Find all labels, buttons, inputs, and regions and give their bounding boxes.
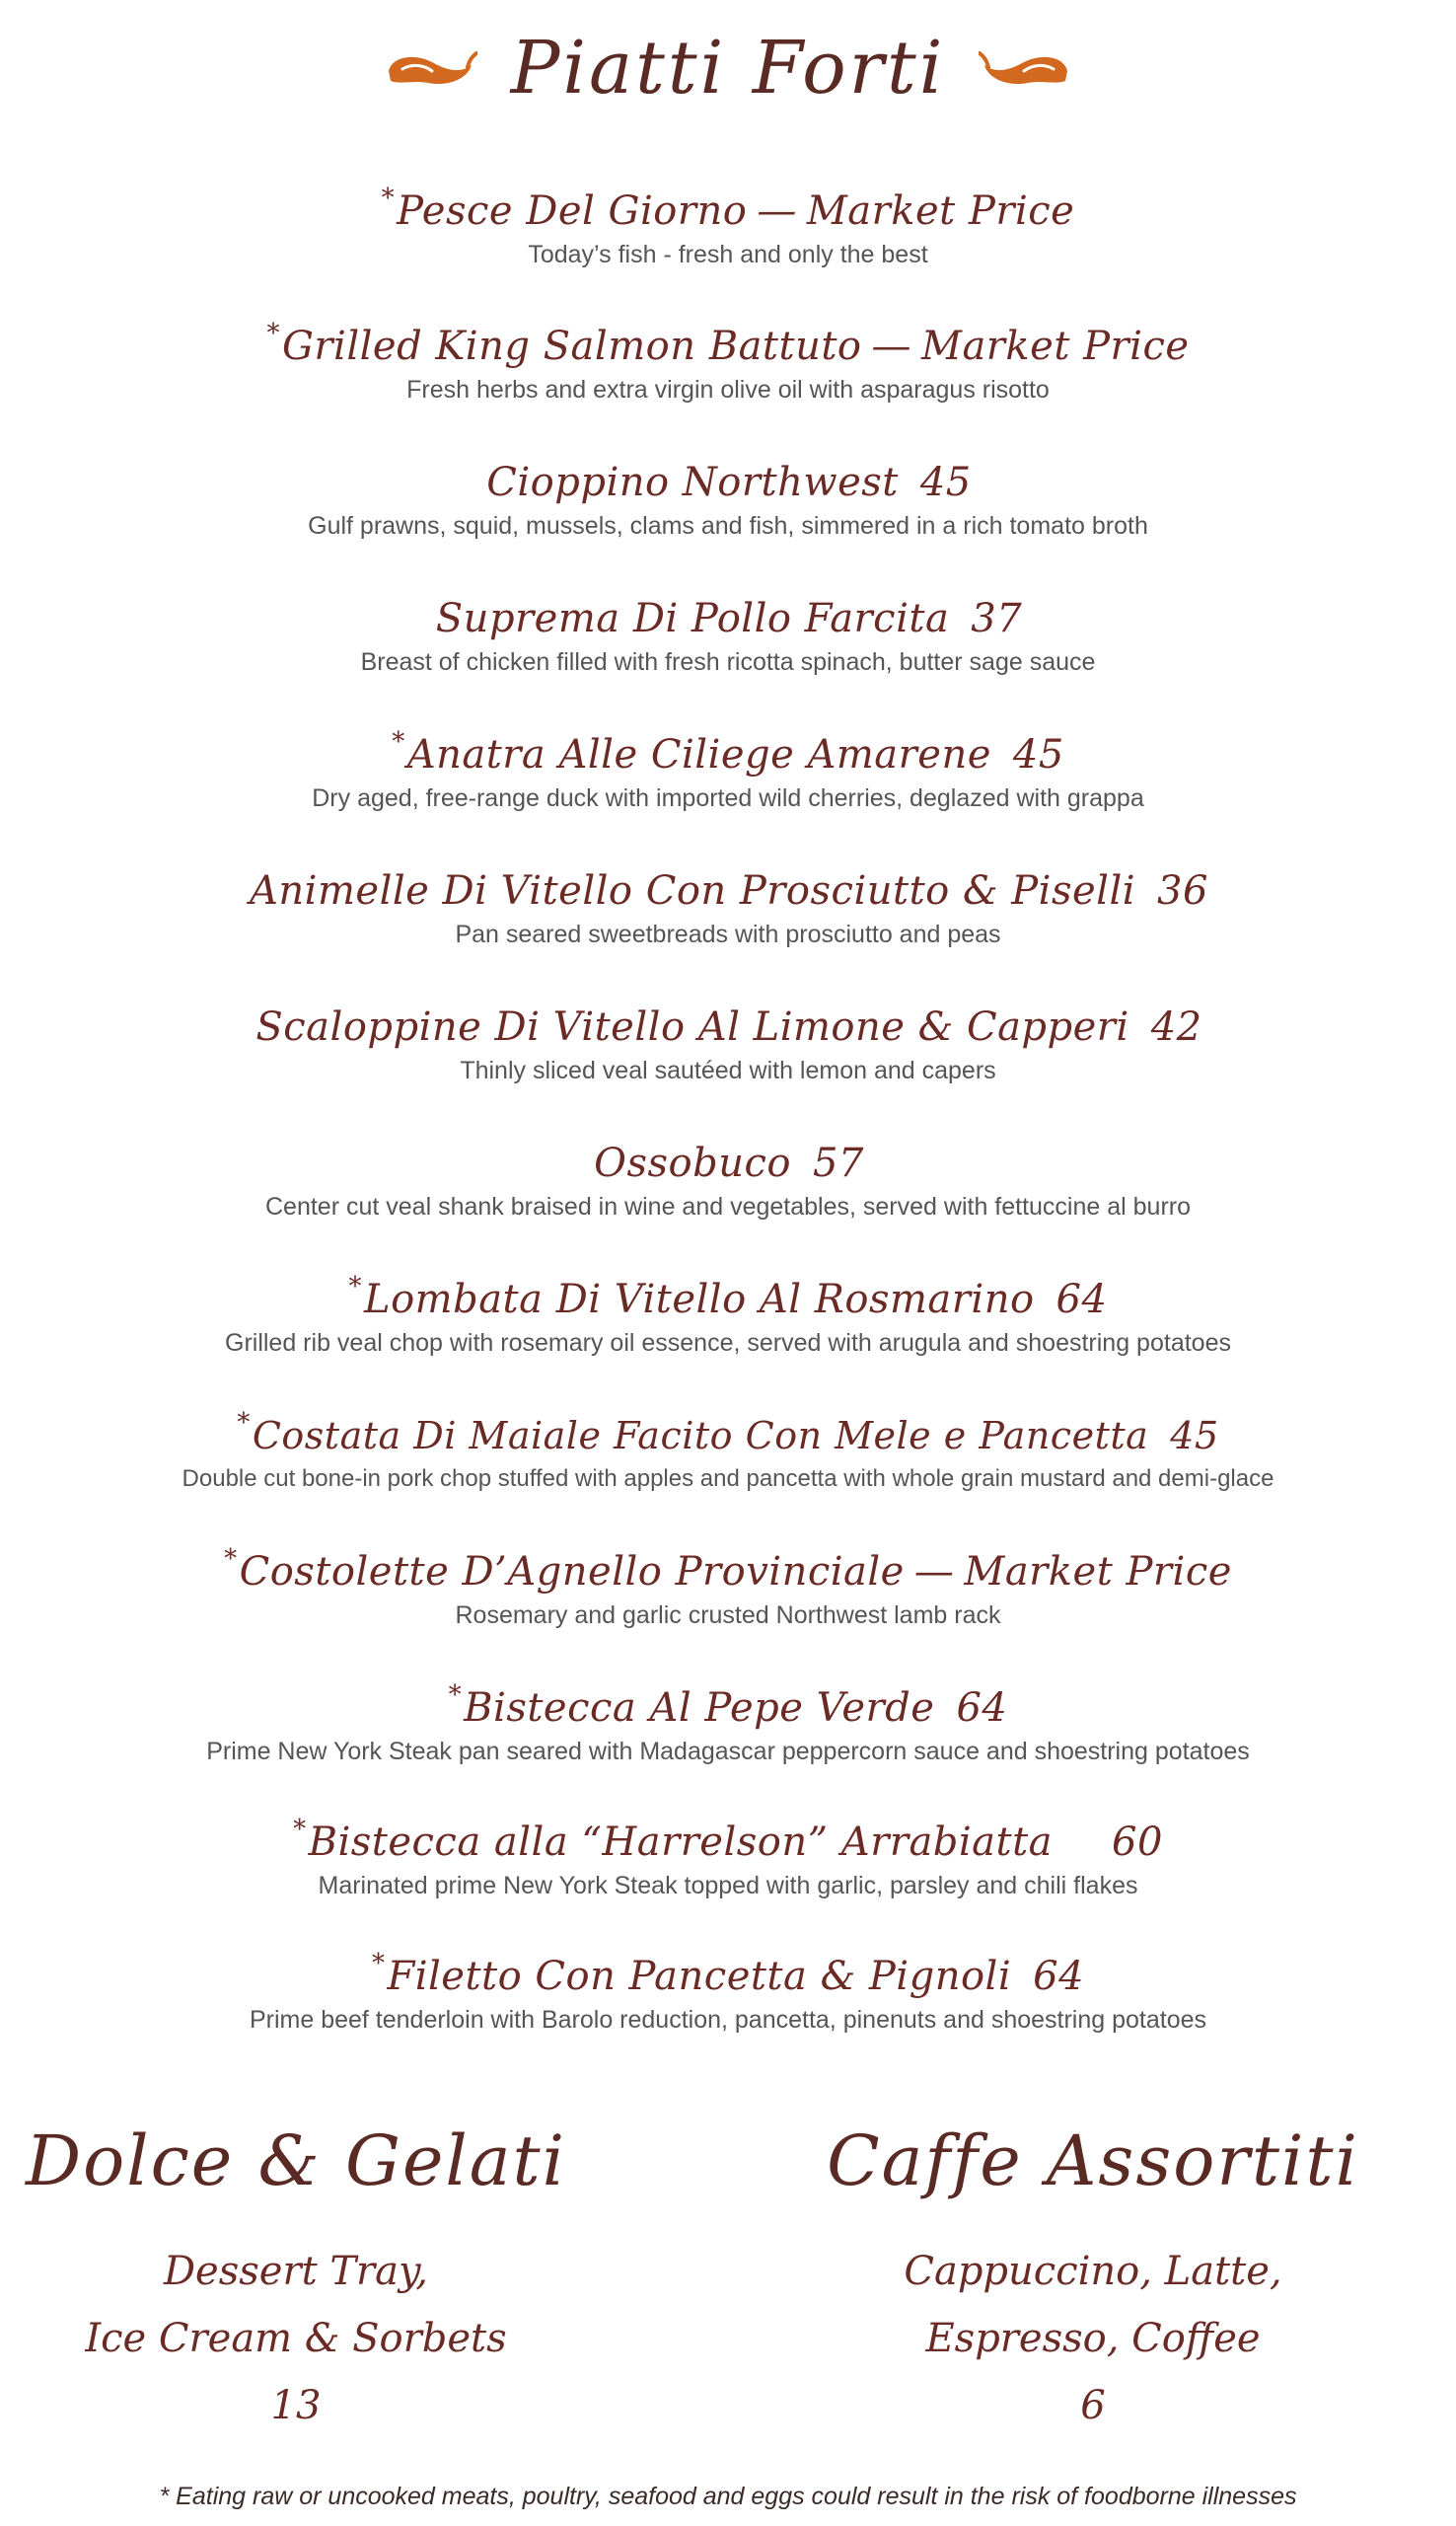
chili-pepper-icon	[383, 43, 477, 93]
menu-item	[0, 989, 1456, 1086]
item-description: Breast of chicken filled with fresh ricotta spinach, butter sage sauce	[360, 648, 1096, 676]
dish-name: Animelle Di Vitello Con Prosciutto & Piselli	[250, 868, 1136, 914]
dish-name: Grilled King Salmon Battuto	[281, 324, 862, 369]
item-description: Prime beef tenderloin with Barolo reduction, pancetta, pinenuts and shoestring potatoes	[249, 2006, 1207, 2034]
raw-warning-star: *	[348, 1272, 363, 1301]
item-name	[0, 1670, 1456, 1734]
raw-warning-star: *	[392, 727, 405, 757]
item-description: Double cut bone-in pork chop stuffed with apples and pancetta with whole grain mustard and demi-glace	[182, 1465, 1274, 1492]
dish-name: Lombata Di Vitello Al Rosmarino	[364, 1277, 1035, 1322]
dish-name: Scaloppine Di Vitello Al Limone & Capperi	[255, 1004, 1129, 1050]
item-name	[0, 1804, 1456, 1868]
dessert-price: 13	[270, 2383, 322, 2428]
item-description: Marinated prime New York Steak topped with garlic, parsley and chili flakes	[318, 1872, 1138, 1899]
section-header	[0, 14, 1456, 122]
dish-price: 36	[1157, 868, 1208, 914]
item-name	[0, 444, 1456, 508]
item-description: Gulf prawns, squid, mussels, clams and fish, simmered in a rich tomato broth	[308, 512, 1148, 540]
item-name	[0, 1533, 1456, 1597]
coffee-line-1: Cappuccino, Latte,	[904, 2249, 1282, 2294]
dish-price: 42	[1150, 1004, 1202, 1050]
item-description: Today’s fish - fresh and only the best	[528, 241, 928, 268]
coffee-price: 6	[1080, 2383, 1106, 2428]
dessert-section	[0, 2112, 592, 2439]
dish-price: 64	[956, 1685, 1008, 1731]
raw-warning-star: *	[266, 319, 280, 348]
item-description: Rosemary and garlic crusted Northwest lamb rack	[455, 1601, 1001, 1629]
item-name	[0, 716, 1456, 780]
coffee-title: Caffe Assortiti	[827, 2120, 1359, 2201]
item-name	[0, 853, 1456, 917]
item-description: Prime New York Steak pan seared with Madagascar peppercorn sauce and shoestring potatoes	[206, 1738, 1250, 1765]
menu-item	[0, 1261, 1456, 1359]
menu-item	[0, 716, 1456, 814]
raw-warning-star: *	[371, 1949, 386, 1978]
item-description: Pan seared sweetbreads with prosciutto and peas	[455, 921, 1001, 948]
item-description: Thinly sliced veal sautéed with lemon and capers	[460, 1057, 996, 1084]
item-description: Fresh herbs and extra virgin olive oil with asparagus risotto	[406, 376, 1050, 404]
raw-warning-star: *	[293, 1815, 307, 1844]
item-description: Grilled rib veal chop with rosemary oil essence, served with arugula and shoestring potatoes	[225, 1329, 1231, 1357]
dish-name: Bistecca alla “Harrelson” Arrabiatta	[308, 1820, 1054, 1865]
menu-item	[0, 1397, 1456, 1495]
raw-warning-star: *	[381, 184, 396, 213]
item-description: Dry aged, free-range duck with imported wild cherries, deglazed with grappa	[312, 784, 1144, 812]
menu-item	[0, 1125, 1456, 1223]
dessert-title: Dolce & Gelati	[25, 2120, 567, 2201]
dish-name: Costolette D’Agnello Provinciale	[239, 1549, 905, 1595]
item-name	[0, 1938, 1456, 2002]
coffee-section	[797, 2112, 1389, 2439]
menu-item	[0, 1670, 1456, 1767]
raw-warning-star: *	[448, 1680, 463, 1710]
dish-price: Market Price	[921, 324, 1190, 369]
dish-name: Bistecca Al Pepe Verde	[464, 1685, 935, 1731]
dish-name: Suprema Di Pollo Farcita	[435, 596, 950, 641]
coffee-line-2: Espresso, Coffee	[925, 2316, 1261, 2361]
dish-price: Market Price	[964, 1549, 1232, 1595]
dish-name: Filetto Con Pancetta & Pignoli	[387, 1954, 1012, 1999]
dish-price: 45	[1170, 1414, 1219, 1457]
item-name	[0, 580, 1456, 644]
menu-item	[0, 444, 1456, 542]
item-name	[0, 1261, 1456, 1325]
dish-price: 45	[1012, 732, 1064, 778]
item-name	[0, 308, 1456, 372]
menu-item	[0, 1804, 1456, 1901]
price-dash: —	[913, 1549, 955, 1595]
page-title: Piatti Forti	[510, 26, 946, 111]
dish-name: Anatra Alle Ciliege Amarene	[406, 732, 991, 778]
chili-pepper-icon	[979, 43, 1073, 93]
item-name	[0, 989, 1456, 1053]
dish-price: 37	[971, 596, 1023, 641]
dish-name: Costata Di Maiale Facito Con Mele e Pancetta	[252, 1414, 1149, 1457]
menu-item	[0, 580, 1456, 678]
dessert-line-2: Ice Cream & Sorbets	[85, 2316, 507, 2361]
dish-price: 64	[1033, 1954, 1085, 1999]
dish-price: 45	[919, 460, 972, 505]
item-name	[0, 1397, 1456, 1461]
item-name	[0, 173, 1456, 237]
dish-price: 57	[812, 1141, 864, 1186]
dish-name: Ossobuco	[594, 1141, 791, 1186]
menu-item	[0, 1938, 1456, 2036]
menu-item	[0, 173, 1456, 270]
item-description: Center cut veal shank braised in wine and vegetables, served with fettuccine al burro	[264, 1193, 1192, 1221]
dish-name: Pesce Del Giorno	[397, 188, 748, 234]
raw-warning-star: *	[224, 1544, 238, 1574]
menu-item	[0, 308, 1456, 406]
menu-item	[0, 853, 1456, 950]
price-dash: —	[757, 188, 797, 234]
dish-price: 60	[1112, 1820, 1163, 1865]
raw-warning-star: *	[237, 1408, 251, 1438]
dish-name: Cioppino Northwest	[486, 460, 899, 505]
item-name	[0, 1125, 1456, 1189]
dish-price: Market Price	[806, 188, 1075, 234]
price-dash: —	[871, 324, 911, 369]
menu-item	[0, 1533, 1456, 1631]
footnote: * Eating raw or uncooked meats, poultry, seafood and eggs could result in the risk of foodborne illnesses	[159, 2483, 1297, 2510]
dessert-line-1: Dessert Tray,	[163, 2249, 429, 2294]
dish-price: 64	[1056, 1277, 1108, 1322]
